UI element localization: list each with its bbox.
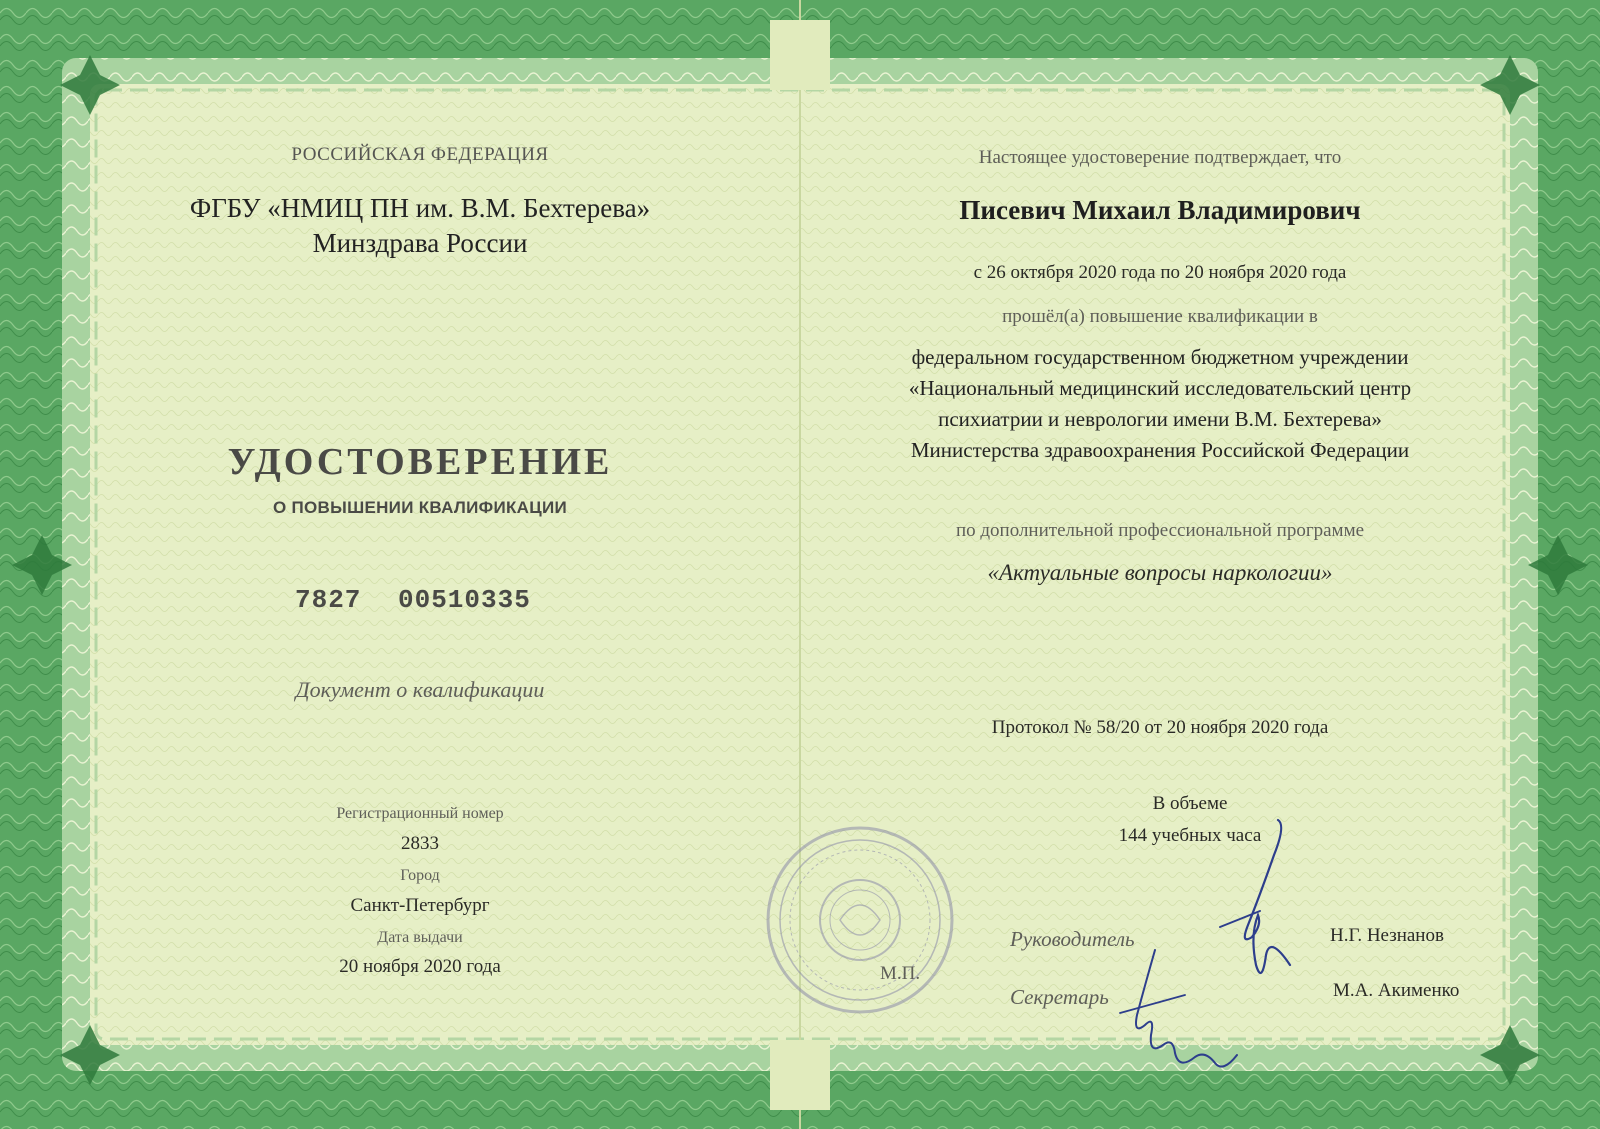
secretary-role: Секретарь — [1010, 985, 1109, 1009]
holder-name: Писевич Михаил Владимирович — [959, 195, 1361, 225]
document-number: 00510335 — [398, 585, 531, 615]
issue-date-value: 20 ноября 2020 года — [339, 956, 501, 977]
issue-date-label: Дата выдачи — [377, 929, 463, 946]
country-label: РОССИЙСКАЯ ФЕДЕРАЦИЯ — [291, 144, 549, 165]
passed-text: прошёл(а) повышение квалификации в — [1002, 306, 1318, 327]
round-seal-icon — [760, 820, 960, 1020]
document-title: УДОСТОВЕРЕНИЕ — [227, 441, 613, 483]
institution-line: Министерства здравоохранения Российской Федерации — [910, 438, 1410, 462]
city-label: Город — [400, 867, 440, 884]
volume-value: 144 учебных часа — [1118, 825, 1262, 846]
program-name: «Актуальные вопросы наркологии» — [987, 560, 1333, 585]
head-name: Н.Г. Незнанов — [1330, 925, 1444, 946]
secretary-name: М.А. Акименко — [1333, 980, 1460, 1001]
organization-name: ФГБУ «НМИЦ ПН им. В.М. Бехтерева» — [189, 193, 651, 223]
organization-ministry: Минздрава России — [312, 228, 528, 258]
institution-line: психиатрии и неврологии имени В.М. Бехтерева» — [938, 407, 1382, 431]
institution-line: «Национальный медицинский исследовательский центр — [908, 376, 1412, 400]
confirm-text: Настоящее удостоверение подтверждает, что — [978, 147, 1342, 168]
document-series: 7827 — [295, 585, 362, 615]
training-period: с 26 октября 2020 года по 20 ноября 2020 года — [973, 262, 1347, 283]
protocol-text: Протокол № 58/20 от 20 ноября 2020 года — [991, 717, 1329, 738]
program-label: по дополнительной профессиональной программе — [955, 520, 1365, 541]
city-value: Санкт-Петербург — [350, 895, 490, 916]
document-type: Документ о квалификации — [295, 677, 545, 702]
institution-line: федеральном государственном бюджетном учреждении — [911, 345, 1409, 369]
registration-label: Регистрационный номер — [336, 805, 504, 822]
registration-value: 2833 — [401, 833, 439, 854]
stamp-place: М.П. — [880, 963, 921, 984]
document-subtitle: О ПОВЫШЕНИИ КВАЛИФИКАЦИИ — [272, 498, 568, 517]
signature-icon — [1115, 945, 1245, 1085]
volume-label: В объеме — [1152, 793, 1228, 814]
head-role: Руководитель — [1010, 927, 1135, 951]
